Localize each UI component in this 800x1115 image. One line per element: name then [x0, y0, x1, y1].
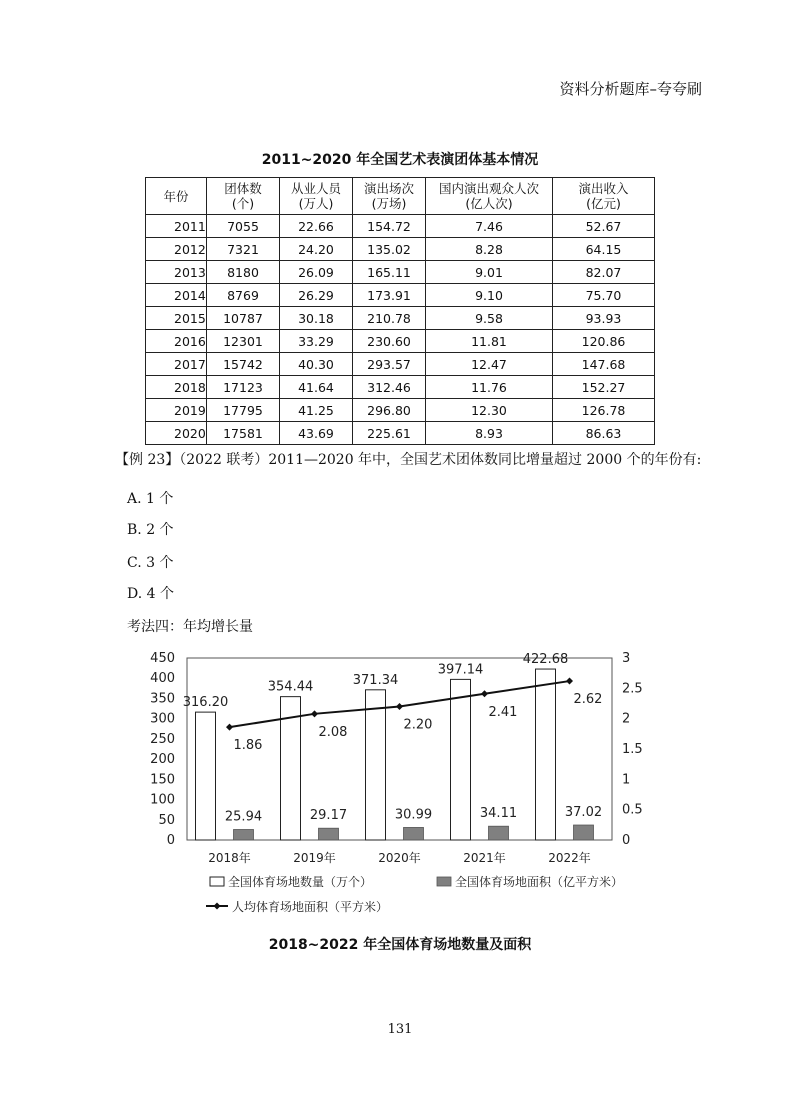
left-axis-tick: 300 — [150, 711, 175, 727]
table-cell: 30.18 — [280, 307, 353, 330]
venue-area-label: 29.17 — [309, 808, 348, 824]
header-title: 资料分析题库–夸夸刷 — [559, 80, 702, 98]
table-cell: 40.30 — [280, 353, 353, 376]
venue-count-bar — [366, 690, 386, 840]
per-capita-point — [226, 724, 233, 731]
table-cell: 230.60 — [353, 330, 426, 353]
table-cell: 7.46 — [426, 215, 553, 238]
table-cell: 11.76 — [426, 376, 553, 399]
table-cell: 312.46 — [353, 376, 426, 399]
venue-area-bar — [404, 827, 424, 840]
venue-count-bar — [451, 679, 471, 840]
table-cell: 9.10 — [426, 284, 553, 307]
table-cell: 225.61 — [353, 422, 426, 445]
category-label: 2019年 — [293, 851, 336, 865]
venue-area-label: 34.11 — [479, 806, 518, 822]
table-cell: 8.28 — [426, 238, 553, 261]
venue-area-bar — [319, 828, 339, 840]
category-label: 2022年 — [548, 851, 591, 865]
venue-area-label: 30.99 — [394, 807, 433, 823]
table-cell: 64.15 — [553, 238, 655, 261]
left-axis-tick: 400 — [150, 671, 175, 687]
table-cell: 2012 — [146, 238, 207, 261]
table-cell: 2017 — [146, 353, 207, 376]
venue-area-bar — [574, 825, 594, 840]
venue-area-bar — [234, 830, 254, 840]
table-header-troupes: 团体数 (个) — [207, 178, 280, 215]
venue-count-label: 354.44 — [267, 679, 314, 695]
table-row — [146, 307, 655, 330]
per-capita-label: 2.20 — [403, 717, 433, 733]
table-cell: 33.29 — [280, 330, 353, 353]
table-cell: 296.80 — [353, 399, 426, 422]
table-row — [146, 261, 655, 284]
table-cell: 26.09 — [280, 261, 353, 284]
table-cell: 8769 — [207, 284, 280, 307]
table-header-staff: 从业人员 (万人) — [280, 178, 353, 215]
table-cell: 152.27 — [553, 376, 655, 399]
table-cell: 75.70 — [553, 284, 655, 307]
table-cell: 2011 — [146, 215, 207, 238]
table-row — [146, 215, 655, 238]
sports-venue-chart — [0, 640, 800, 930]
legend-label-area: 全国体育场地面积（亿平方米） — [455, 875, 624, 889]
option-d: D. 4 个 — [127, 586, 174, 602]
table-cell: 126.78 — [553, 399, 655, 422]
left-axis-tick: 100 — [150, 792, 175, 808]
table-row — [146, 284, 655, 307]
table-cell: 17581 — [207, 422, 280, 445]
table-header-year: 年份 — [146, 178, 207, 215]
table-cell: 52.67 — [553, 215, 655, 238]
table-cell: 22.66 — [280, 215, 353, 238]
table-cell: 2013 — [146, 261, 207, 284]
left-axis-tick: 150 — [150, 772, 175, 788]
category-label: 2018年 — [208, 851, 251, 865]
right-axis-tick: 3 — [622, 651, 631, 666]
table-cell: 293.57 — [353, 353, 426, 376]
venue-count-label: 371.34 — [352, 672, 399, 688]
per-capita-point — [566, 678, 573, 685]
table-cell: 9.58 — [426, 307, 553, 330]
legend-swatch-count — [210, 877, 224, 886]
venue-area-label: 25.94 — [224, 809, 263, 825]
venue-count-label: 422.68 — [522, 652, 569, 668]
per-capita-point — [481, 690, 488, 697]
table-cell: 120.86 — [553, 330, 655, 353]
chart-title: 2018~2022 年全国体育场地数量及面积 — [268, 937, 532, 953]
table-cell: 10787 — [207, 307, 280, 330]
category-label: 2021年 — [463, 851, 506, 865]
left-axis-tick: 50 — [158, 812, 175, 828]
legend-label-per-capita: 人均体育场地面积（平方米） — [232, 900, 389, 914]
table-cell: 24.20 — [280, 238, 353, 261]
table-cell: 2016 — [146, 330, 207, 353]
right-axis-tick: 1.5 — [622, 742, 643, 757]
table-cell: 17123 — [207, 376, 280, 399]
venue-area-label: 37.02 — [564, 805, 603, 821]
table-cell: 11.81 — [426, 330, 553, 353]
table-cell: 2014 — [146, 284, 207, 307]
table-cell: 12.47 — [426, 353, 553, 376]
table-row — [146, 353, 655, 376]
table-row — [146, 399, 655, 422]
legend-marker-per-capita — [214, 903, 221, 910]
table-cell: 210.78 — [353, 307, 426, 330]
table-cell: 93.93 — [553, 307, 655, 330]
table-cell: 17795 — [207, 399, 280, 422]
table-cell: 154.72 — [353, 215, 426, 238]
legend-label-count: 全国体育场地数量（万个） — [228, 875, 373, 889]
per-capita-label: 1.86 — [233, 738, 263, 754]
left-axis-tick: 0 — [166, 833, 175, 848]
left-axis-tick: 250 — [150, 731, 175, 747]
table-cell: 9.01 — [426, 261, 553, 284]
table-header-revenue: 演出收入 (亿元) — [553, 178, 655, 215]
stats-table — [145, 177, 655, 445]
table-header-shows: 演出场次 (万场) — [353, 178, 426, 215]
table-cell: 82.07 — [553, 261, 655, 284]
venue-area-bar — [489, 826, 509, 840]
left-axis-tick: 350 — [150, 691, 175, 707]
table-header-row — [146, 178, 655, 215]
per-capita-point — [311, 710, 318, 717]
table-row — [146, 376, 655, 399]
table-cell: 86.63 — [553, 422, 655, 445]
table-cell: 26.29 — [280, 284, 353, 307]
table-cell: 43.69 — [280, 422, 353, 445]
table-cell: 2018 — [146, 376, 207, 399]
table-cell: 2015 — [146, 307, 207, 330]
legend-swatch-area — [437, 877, 451, 886]
table-cell: 173.91 — [353, 284, 426, 307]
table-cell: 12301 — [207, 330, 280, 353]
category-label: 2020年 — [378, 851, 421, 865]
venue-count-label: 316.20 — [182, 695, 229, 711]
table-cell: 7055 — [207, 215, 280, 238]
page-number: 131 — [387, 1022, 413, 1037]
table-cell: 2020 — [146, 422, 207, 445]
table-cell: 15742 — [207, 353, 280, 376]
table-cell: 147.68 — [553, 353, 655, 376]
right-axis-tick: 1 — [622, 772, 631, 788]
venue-count-bar — [196, 712, 216, 840]
table-row — [146, 330, 655, 353]
table-body — [146, 215, 655, 445]
right-axis-tick: 0 — [622, 833, 631, 848]
right-axis-tick: 2.5 — [622, 681, 643, 697]
table-title: 2011~2020 年全国艺术表演团体基本情况 — [261, 152, 539, 168]
table-cell: 165.11 — [353, 261, 426, 284]
option-a: A. 1 个 — [127, 491, 174, 507]
table-row — [146, 422, 655, 445]
per-capita-point — [396, 703, 403, 710]
option-b: B. 2 个 — [127, 522, 174, 538]
left-axis-tick: 200 — [150, 752, 175, 768]
table-cell: 135.02 — [353, 238, 426, 261]
table-header-audience: 国内演出观众人次 (亿人次) — [426, 178, 553, 215]
question-text: 【例 23】（2022 联考）2011—2020 年中，全国艺术团体数同比增量超过 2000 个的年份有: — [115, 452, 702, 468]
venue-count-label: 397.14 — [437, 662, 484, 678]
venue-count-bar — [536, 669, 556, 840]
method-label: 考法四：年均增长量 — [127, 619, 253, 635]
option-c: C. 3 个 — [127, 555, 174, 571]
table-cell: 2019 — [146, 399, 207, 422]
per-capita-label: 2.41 — [488, 704, 518, 720]
right-axis-tick: 2 — [622, 711, 631, 727]
table-cell: 8180 — [207, 261, 280, 284]
table-cell: 41.25 — [280, 399, 353, 422]
per-capita-label: 2.08 — [318, 724, 348, 740]
table-cell: 7321 — [207, 238, 280, 261]
table-row — [146, 238, 655, 261]
table-cell: 8.93 — [426, 422, 553, 445]
right-axis-tick: 0.5 — [622, 802, 643, 818]
table-cell: 41.64 — [280, 376, 353, 399]
per-capita-label: 2.62 — [573, 692, 603, 708]
left-axis-tick: 450 — [150, 651, 175, 666]
table-cell: 12.30 — [426, 399, 553, 422]
